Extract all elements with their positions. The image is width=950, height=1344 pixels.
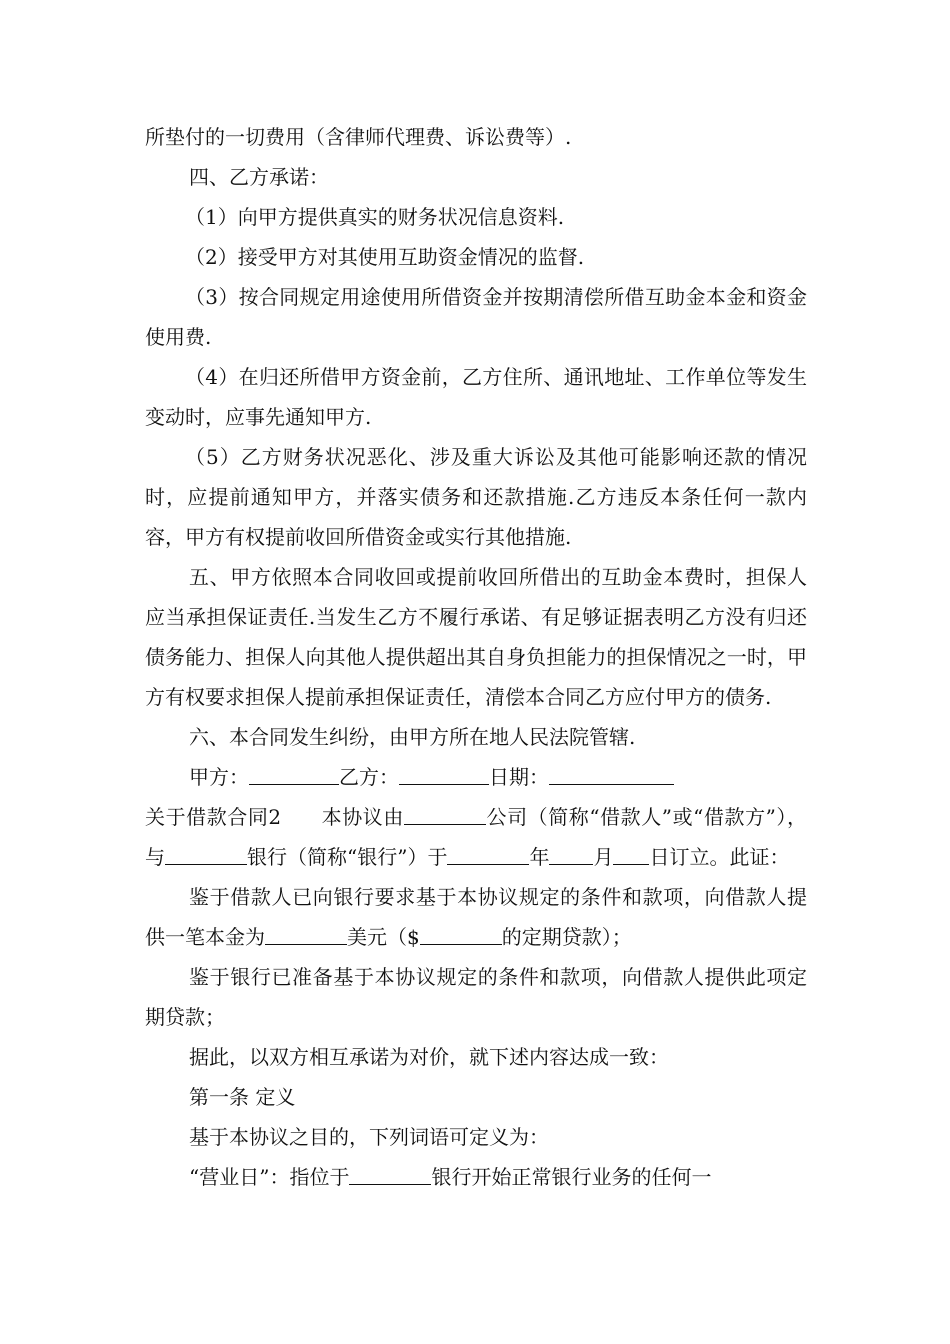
recital-1 [145, 877, 807, 957]
commitment-1: （1）向甲方提供真实的财务状况信息资料. [185, 205, 565, 229]
commitment-2: （2）接受甲方对其使用互助资金情况的监督. [185, 245, 585, 269]
business-day-bank-blank [349, 1162, 431, 1185]
clause-five-guarantee: 五、甲方依照本合同收回或提前收回所借出的互助金本费时，担保人应当承担保证责任.当发生乙方不履行承诺、有足够证据表明乙方没有归还债务能力、担保人向其他人提供超出其自身负担能力的担保情况之一时，甲方有权要求担保人提前承担保证责任，清偿本合同乙方应付甲方的债务. [145, 565, 807, 709]
party-b-label: 乙方： [339, 765, 399, 789]
commitment-4: （4）在归还所借甲方资金前，乙方住所、通讯地址、工作单位等发生变动时，应事先通知甲方. [145, 365, 807, 429]
principal-blank [265, 922, 347, 945]
contract2-intro [145, 797, 807, 877]
business-day-text: “营业日”：指位于 [189, 1165, 350, 1189]
bank-blank [165, 842, 247, 865]
heading-party-b-commitments: 四、乙方承诺： [189, 165, 329, 189]
definition-business-day [145, 1157, 807, 1197]
recital-1-text: 鉴于借款人已向银行要求基于本协议规定的条件和款项，向借款人提供一笔本金为 [145, 885, 807, 949]
date-label: 日期： [489, 765, 549, 789]
recital-1-usd: 美元（$ [347, 925, 420, 949]
month-label: 月 [593, 845, 614, 869]
commitment-5: （5）乙方财务状况恶化、涉及重大诉讼及其他可能影响还款的情况时，应提前通知甲方，并落实债务和还款措施.乙方违反本条任何一款内容，甲方有权提前收回所借资金或实行其他措施. [145, 445, 807, 549]
year-blank [447, 842, 529, 865]
commitment-3: （3）按合同规定用途使用所借资金并按期清偿所借互助金本金和资金使用费. [145, 285, 807, 349]
intro-text-3: 银行（简称“银行”）于 [247, 845, 448, 869]
clause-six-jurisdiction: 六、本合同发生纠纷，由甲方所在地人民法院管辖. [189, 725, 636, 749]
paragraph-fees: 所垫付的一切费用（含律师代理费、诉讼费等）. [145, 125, 572, 149]
recital-2: 鉴于银行已准备基于本协议规定的条件和款项，向借款人提供此项定期贷款； [145, 965, 807, 1029]
usd-amount-blank [420, 922, 502, 945]
recital-1-end: 的定期贷款）； [501, 925, 632, 949]
party-a-blank [249, 762, 339, 785]
definitions-intro: 基于本协议之目的，下列词语可定义为： [189, 1125, 549, 1149]
party-b-blank [399, 762, 489, 785]
document-page [145, 117, 807, 1197]
recital-3: 据此，以双方相互承诺为对价，就下述内容达成一致： [189, 1045, 669, 1069]
party-a-label: 甲方： [189, 765, 249, 789]
year-label: 年 [529, 845, 550, 869]
borrower-blank [404, 802, 486, 825]
date-blank [549, 762, 674, 785]
signature-line [145, 757, 807, 797]
day-blank [613, 842, 649, 865]
intro-text-4: 日订立。此证： [649, 845, 790, 869]
intro-text-1: 本协议由 [321, 805, 404, 829]
intro-text-2: 公司（简称“借款人”或“借款方”），与 [145, 805, 807, 869]
business-day-text-2: 银行开始正常银行业务的任何一 [431, 1165, 712, 1189]
month-blank-part2 [571, 842, 593, 865]
month-blank-part1 [549, 842, 571, 865]
contract2-title: 关于借款合同2 [145, 805, 282, 829]
article-1-heading: 第一条 定义 [189, 1085, 296, 1109]
